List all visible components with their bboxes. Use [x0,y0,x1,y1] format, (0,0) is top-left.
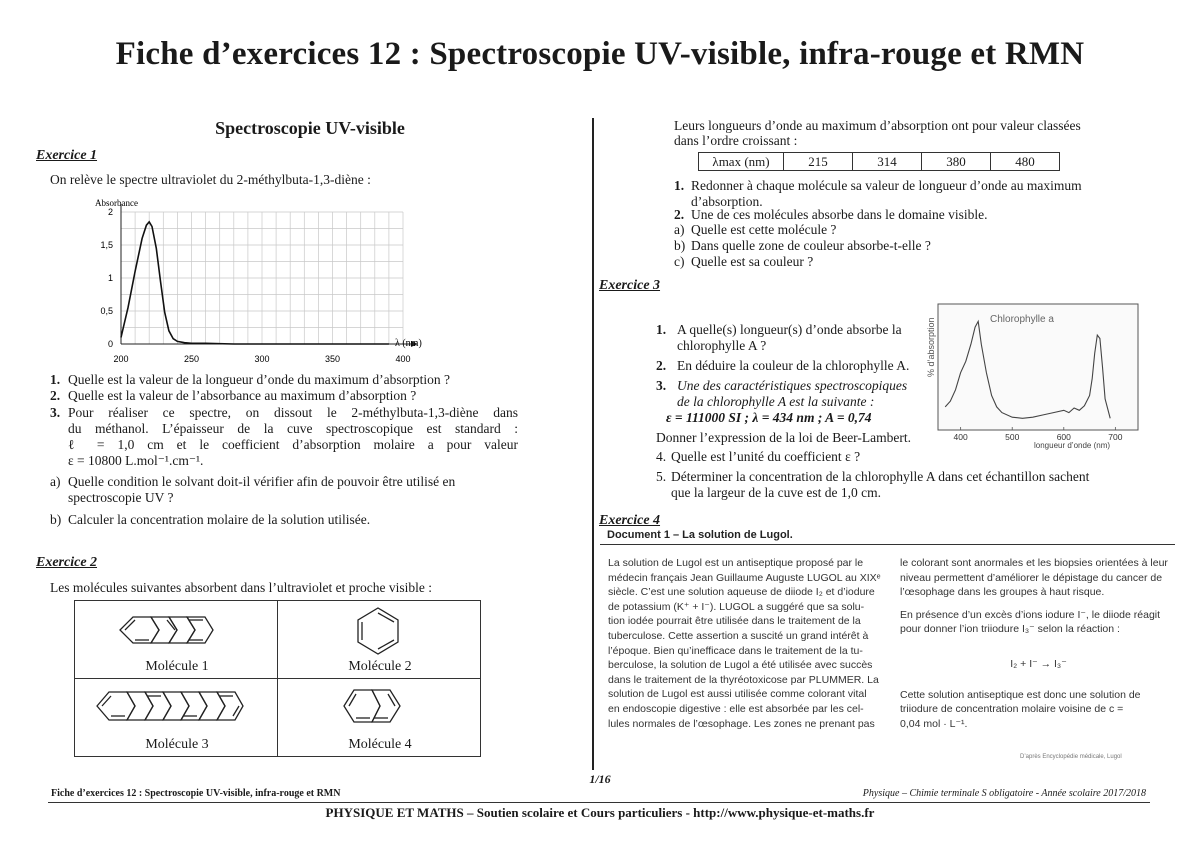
question-number: 3. [50,405,61,420]
document-line: La solution de Lugol est un antiseptique proposé par le [608,557,864,569]
page-number: 1/16 [589,772,611,786]
lambda-max-value: 380 [922,153,991,171]
ex3-question-5 [656,469,1090,500]
y-tick-label: 0,5 [100,306,113,316]
question-number: 1. [674,178,685,193]
molecule-3-label: Molécule 3 [145,737,209,752]
question-3 [50,405,520,468]
exercise-2-intro: Les molécules suivantes absorbent dans l’ultraviolet et proche visible : [50,580,433,595]
molecule-3-cell [75,679,278,757]
ex3-question-2 [656,358,910,374]
x-tick-label: 600 [1056,432,1071,442]
y-tick-label: 1,5 [100,240,113,250]
uv-spectrum-chart [85,192,430,370]
question-text: Déterminer la concentration de la chlorophylle A dans cet échantillon sachent [671,469,1090,484]
footer-right: Physique – Chimie terminale S obligatoire - Année scolaire 2017/2018 [862,788,1146,799]
page-title: Fiche d’exercices 12 : Spectroscopie UV-visible, infra-rouge et RMN [115,36,1085,72]
document-line: siècle. C’est une solution aqueuse de diiode I₂ et d’iodure [608,586,875,599]
question-text: Calculer la concentration molaire de la solution utilisée. [68,512,371,527]
lambda-max-header: λmax (nm) [699,153,784,171]
question-text: A quelle(s) longueur(s) d’onde absorbe la [677,322,902,337]
molecule-4-label: Molécule 4 [348,737,412,752]
y-axis-label: Absorbance [95,198,138,208]
lambda-max-value: 480 [991,153,1060,171]
question-letter: b) [674,238,686,253]
question-number: 2. [656,358,667,373]
x-tick-label: 700 [1108,432,1123,442]
question-text: Quelle est la valeur de la longueur d’onde du maximum d’absorption ? [68,372,451,387]
question-number: 2. [50,388,61,403]
document-line: médecin français Jean Guillaume Auguste LUGOL au XIXᵉ [608,571,881,584]
question-text: spectroscopie UV ? [68,490,174,505]
molecule-2-cell [278,601,481,679]
ex2-question-2 [674,207,988,223]
question-text: Dans quelle zone de couleur absorbe-t-elle ? [691,238,931,253]
x-tick-label: 250 [183,354,200,364]
question-number: 5. [656,469,667,484]
question-text: chlorophylle A ? [677,338,767,353]
chlorophyll-spectrum-chart [922,302,1142,450]
exercise-4-heading: Exercice 4 [599,513,661,528]
question-text: Une des caractéristiques spectroscopiques [677,378,908,393]
ex3-question-3 [656,378,908,409]
question-a [50,474,520,505]
document-column-2 [900,556,1177,731]
question-2 [50,388,417,404]
question-text: Quelle condition le solvant doit-il vérifier afin de pouvoir être utilisé en [68,474,456,489]
chart-title: Chlorophylle a [990,314,1054,325]
question-text: du méthanol. L’épaisseur de la cuve spectroscopique est standard : [68,421,518,436]
document-line: 0,04 mol · L⁻¹. [900,717,968,730]
document-line: le colorant sont anormales et les biopsies orientées à leur [900,557,1168,569]
document-line: Cette solution antiseptique est donc une solution de [900,688,1141,701]
exercise-2-heading: Exercice 2 [36,555,98,570]
document-line: triiodure de concentration molaire voisine de c = [900,703,1124,716]
absorbance-curve [121,222,389,344]
exercise-2-lambda-intro-2: dans l’ordre croissant : [674,133,798,148]
document-line: de potassium (K⁺ + I⁻). LUGOL a suggéré que sa solu- [608,600,865,613]
document-line: dans le traitement de la thyréotoxicose par PLUMMER. La [608,673,879,686]
document-line: tuberculose. Cette assertion a suscité un grand intérêt à [608,629,869,642]
x-tick-label: 400 [953,432,968,442]
question-letter: b) [50,512,62,527]
footer-left: Fiche d’exercices 12 : Spectroscopie UV-visible, infra-rouge et RMN [51,788,341,799]
question-number: 1. [656,322,667,337]
column-divider [592,118,594,770]
lambda-max-table [698,152,1060,171]
y-axis-label: % d’absorption [926,317,936,377]
x-axis-label: λ (nm) [395,338,422,349]
x-axis-label: longueur d’onde (nm) [1034,441,1111,450]
exercise-3-heading: Exercice 3 [599,278,661,293]
x-tick-label: 200 [113,354,129,364]
lambda-max-value: 215 [784,153,853,171]
lambda-max-value: 314 [853,153,922,171]
exercise-2-lambda-intro-1: Leurs longueurs d’onde au maximum d’absorption ont pour valeur classées [674,118,1081,133]
ex2-question-1 [674,178,1114,209]
question-text: Quelle est l’unité du coefficient ε ? [671,449,861,464]
x-tick-label: 350 [324,354,341,364]
question-number: 3. [656,378,667,393]
question-text: Quelle est la valeur de l’absorbance au maximum d’absorption ? [68,388,417,403]
document-rule [600,544,1175,545]
exercise-1-heading: Exercice 1 [36,148,98,163]
question-letter: a) [50,474,61,489]
y-tick-label: 0 [107,339,113,349]
document-line: tion iodée pourrait être utilisée dans le traitement de la [608,615,861,628]
question-text: Quelle est cette molécule ? [691,222,837,237]
exercise-1-intro: On relève le spectre ultraviolet du 2-méthylbuta-1,3-diène : [50,172,371,187]
tetracene-structure [93,682,258,730]
footer-rule [48,802,1150,803]
document-line: lules normales de l’œsophage. Les zones ne prenant pas [608,717,875,730]
document-line: berculose, la solution de Lugol a été utilisée avec succès [608,659,873,672]
question-text: Redonner à chaque molécule sa valeur de longueur d’onde au maximum [691,178,1082,193]
chlorophyll-characteristics: ε = 111000 SI ; λ = 434 nm ; A = 0,74 [666,410,872,425]
question-text: d’absorption. [691,194,763,209]
question-text: ε = 10800 L.mol⁻¹.cm⁻¹. [68,453,204,468]
naphthalene-structure [340,682,420,730]
question-text: Pour réaliser ce spectre, on dissout le 2-méthylbuta-1,3-diène dans [68,405,518,420]
question-text: En déduire la couleur de la chlorophylle A. [677,358,910,373]
question-number: 2. [674,207,685,222]
document-line: pour donner l’ion triiodure I₃⁻ selon la réaction : [900,623,1120,636]
question-text: Une de ces molécules absorbe dans le domaine visible. [691,207,988,222]
section-title: Spectroscopie UV-visible [215,118,405,138]
question-b [50,512,371,528]
document-line: l’œsophage dans les groupes à haut risque. [900,586,1105,599]
document-line: en endoscopie digestive : elle est absorbée par les cel- [608,702,864,715]
footer-bottom: PHYSIQUE ET MATHS – Soutien scolaire et Cours particuliers - http://www.physique-et-maths.fr [325,805,875,820]
question-letter: a) [674,222,685,237]
x-tick-label: 400 [395,354,411,364]
document-line: solution de Lugol est aussi utilisée comme colorant vital [608,688,867,701]
document-line: niveau permettent d’améliorer le dépistage du cancer de [900,571,1163,584]
question-text: Quelle est sa couleur ? [691,254,814,269]
x-tick-label: 500 [1005,432,1020,442]
ex3-question-1 [656,322,902,353]
document-source: D’après Encyclopédie médicale, Lugol [1020,754,1122,760]
ex2-question-a [674,222,837,238]
question-number: 4. [656,449,667,464]
document-title: Document 1 – La solution de Lugol. [607,529,793,541]
question-text: que la largeur de la cuve est de 1,0 cm. [671,485,882,500]
molecule-table [74,600,481,757]
molecule-1-label: Molécule 1 [145,659,209,674]
document-line: En présence d’un excès d’ions iodure I⁻, le diiode réagit [900,608,1161,621]
question-letter: c) [674,254,685,269]
ex3-question-4 [656,449,861,465]
y-tick-label: 2 [107,207,113,217]
document-line: l’époque. Bien qu’inefficace dans le traitement de la tu- [608,644,863,657]
molecule-2-label: Molécule 2 [348,659,412,674]
molecule-4-cell [278,679,481,757]
question-1 [50,372,451,388]
ex2-question-c [674,254,814,270]
ex3-question-3-beer-lambert: Donner l’expression de la loi de Beer-Lambert. [656,430,912,445]
question-text: ℓ = 1,0 cm et le coefficient d’absorption molaire a pour valeur [68,437,518,452]
question-text: de la chlorophylle A est la suivante : [677,394,875,409]
ex2-question-b [674,238,931,254]
y-tick-label: 1 [107,273,113,283]
anthracene-structure [115,605,235,655]
question-number: 1. [50,372,61,387]
reaction-equation: I₂ + I⁻ → I₃⁻ [1010,657,1067,670]
molecule-1-cell [75,601,278,679]
benzene-structure [353,605,403,657]
x-tick-label: 300 [254,354,270,364]
document-column-1 [608,556,888,731]
